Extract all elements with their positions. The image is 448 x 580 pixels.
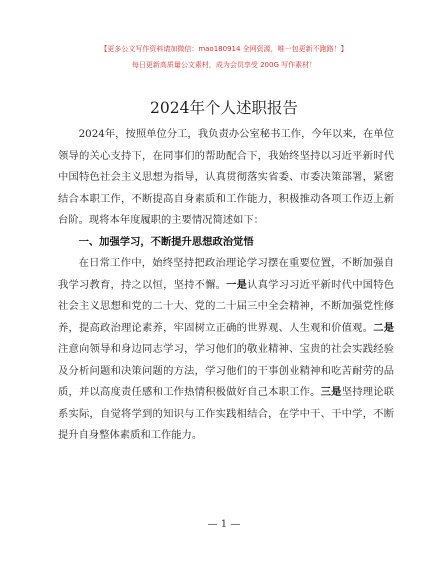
- point-marker-2: 二是: [373, 321, 395, 334]
- section-1-paragraph: [58, 253, 394, 447]
- point-text-1: 认真学习习近平新时代中国特色社会主义思想和党的二十大、党的二十届三中全会精神，不断加强党性修养，提高政治理论素养，牢固树立正确的世界观、人生观和价值观。: [58, 278, 395, 334]
- document-title: 2024年个人述职报告: [150, 99, 298, 117]
- point-marker-1: 一是: [226, 278, 248, 291]
- section-heading-1: 一、加强学习，不断提升思想政治觉悟: [78, 235, 254, 248]
- promo-banner-line-2: 每日更新高质量公文素材，成为会员享受 200G 写作素材！: [131, 61, 317, 69]
- promo-banner-line-1: 【更多公文写作资料请加微信：mao180914 全网资源，唯一包更新不跑路！】: [100, 45, 348, 53]
- document-body: [58, 124, 394, 447]
- page-number: — 1 —: [207, 519, 241, 530]
- intro-paragraph: 2024年，按照单位分工，我负责办公室秘书工作，今年以来，在单位领导的关心支持下，在同事们的帮助配合下，我始终坚持以习近平新时代中国特色社会主义思想为指导，认真贯彻落实省委、市委决策部署，紧密结合本职工作，不断提高自身素质和工作能力，积极推动各项工作迈上新台阶。现将本年度履职的主要情况简述如下：: [58, 128, 394, 226]
- point-text-2: 注意向领导和身边同志学习，学习他们的敬业精神、宝贵的社会实践经验及分析问题和决策问题的方法，学习他们的干事创业精神和吃苦耐劳的品质，并以高度责任感和工作热情积极做好自己本职工作。: [58, 343, 394, 398]
- point-text-3: 坚持理论联系实际，自觉将学到的知识与工作实践相结合，在学中干、干中学，不断提升自身整体素质和工作能力。: [58, 386, 395, 441]
- section-1-lead-text: 在日常工作中，始终坚持把政治理论学习摆在重要位置，不断加强自我学习教育，持之以恒，坚持不懈。: [58, 257, 394, 291]
- point-marker-3: 三是: [320, 386, 342, 398]
